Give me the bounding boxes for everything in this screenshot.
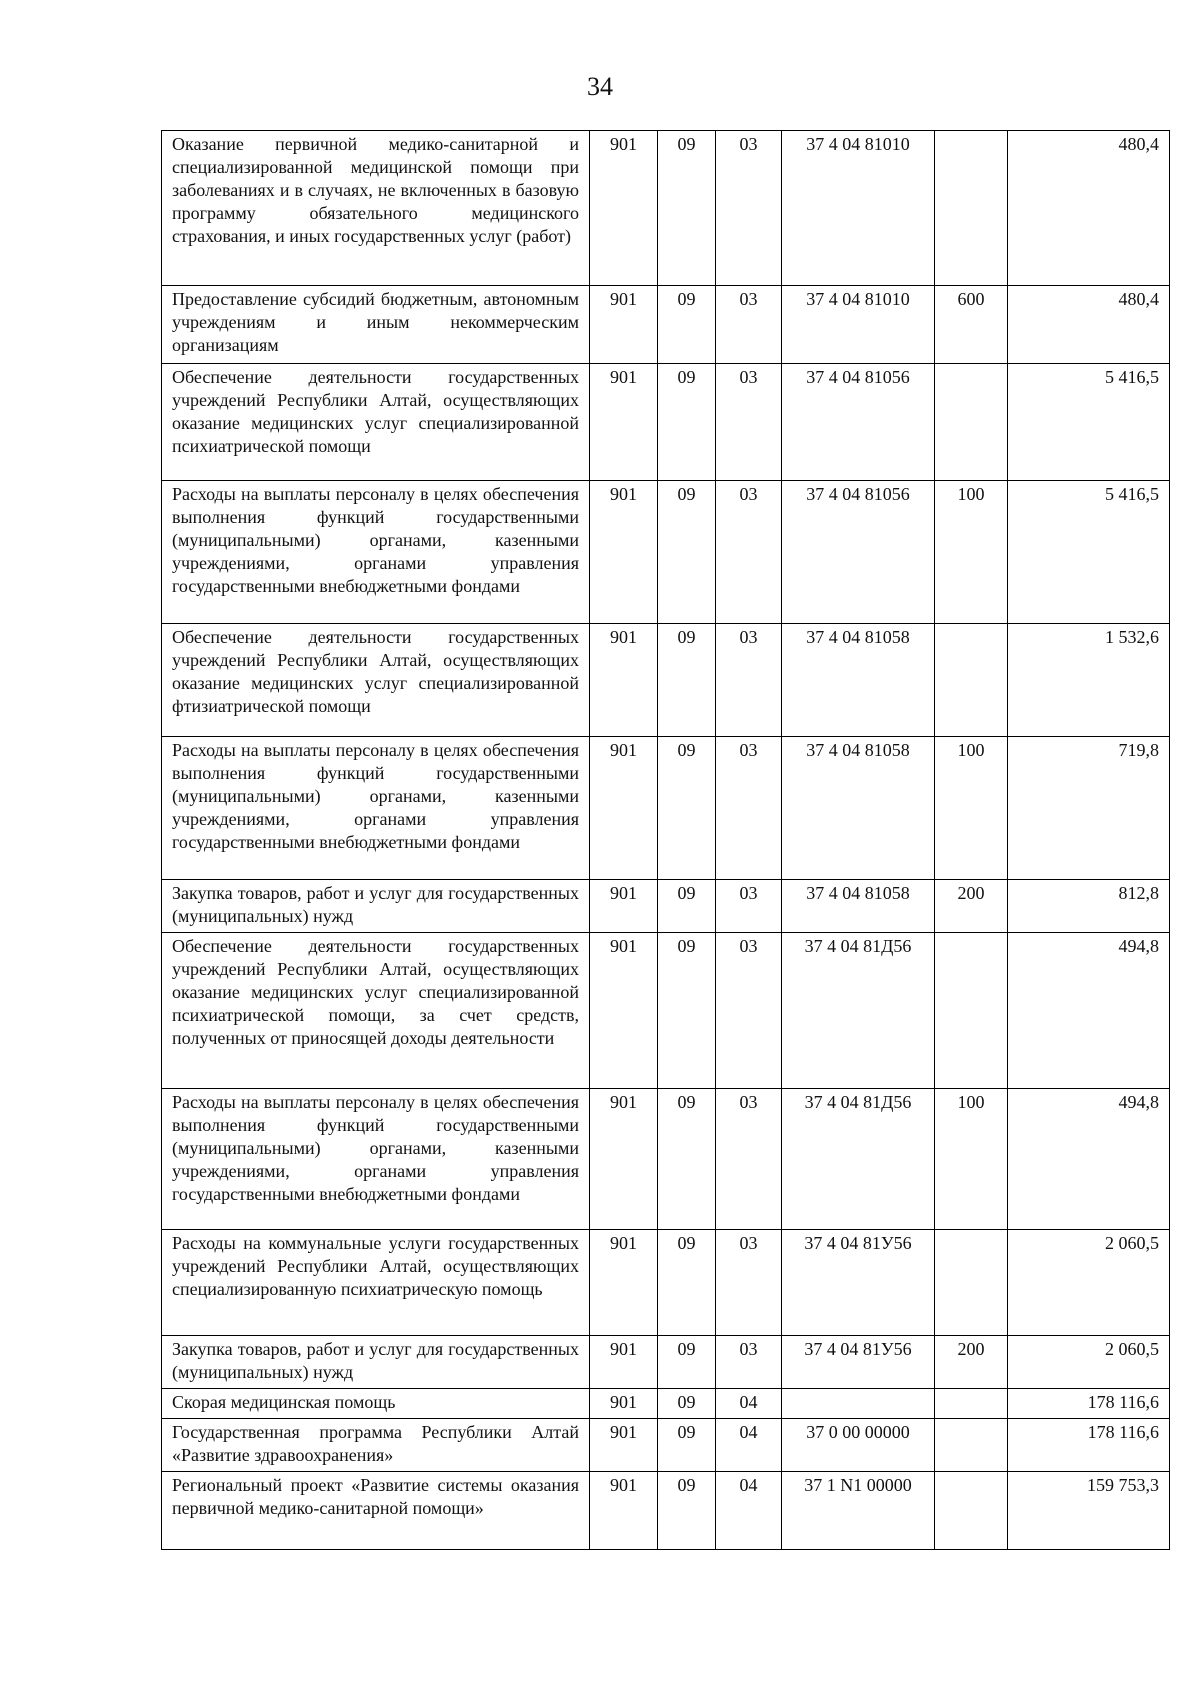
ministry-code: 901: [590, 131, 658, 286]
expense-type-code: 600: [935, 286, 1008, 364]
ministry-code: 901: [590, 737, 658, 880]
expense-type-code: [935, 1472, 1008, 1550]
row-description: Скорая медицинская помощь: [162, 1389, 590, 1419]
expense-type-code: [935, 131, 1008, 286]
row-description: Предоставление субсидий бюджетным, автономным учреждениям и иным некоммерческим организациям: [162, 286, 590, 364]
amount: 494,8: [1008, 933, 1170, 1089]
expense-type-code: [935, 1230, 1008, 1336]
section-code: 09: [658, 364, 716, 481]
row-description: Обеспечение деятельности государственных учреждений Республики Алтай, осуществляющих оказание медицинских услуг специализированной психиатрической помощи, за счет средств, полученных от приносящей доходы деятельности: [162, 933, 590, 1089]
row-description: Расходы на коммунальные услуги государственных учреждений Республики Алтай, осуществляющих специализированную психиатрическую помощь: [162, 1230, 590, 1336]
amount: 719,8: [1008, 737, 1170, 880]
target-article-code: 37 4 04 81058: [782, 624, 935, 737]
table-row: [162, 1089, 1170, 1230]
target-article-code: 37 4 04 81Д56: [782, 933, 935, 1089]
table-row: [162, 880, 1170, 933]
target-article-code: 37 4 04 81056: [782, 481, 935, 624]
ministry-code: 901: [590, 1389, 658, 1419]
ministry-code: 901: [590, 481, 658, 624]
subsection-code: 03: [716, 131, 782, 286]
subsection-code: 03: [716, 880, 782, 933]
budget-table: [161, 130, 1170, 1550]
table-row: [162, 933, 1170, 1089]
target-article-code: 37 0 00 00000: [782, 1419, 935, 1472]
expense-type-code: [935, 624, 1008, 737]
amount: 812,8: [1008, 880, 1170, 933]
table-row: [162, 1389, 1170, 1419]
table-row: [162, 1472, 1170, 1550]
target-article-code: 37 1 N1 00000: [782, 1472, 935, 1550]
table-row: [162, 131, 1170, 286]
ministry-code: 901: [590, 1472, 658, 1550]
row-description: Государственная программа Республики Алтай «Развитие здравоохранения»: [162, 1419, 590, 1472]
section-code: 09: [658, 286, 716, 364]
subsection-code: 04: [716, 1419, 782, 1472]
section-code: 09: [658, 1419, 716, 1472]
section-code: 09: [658, 1336, 716, 1389]
subsection-code: 04: [716, 1472, 782, 1550]
target-article-code: 37 4 04 81У56: [782, 1230, 935, 1336]
ministry-code: 901: [590, 624, 658, 737]
expense-type-code: 100: [935, 481, 1008, 624]
table-row: [162, 481, 1170, 624]
ministry-code: 901: [590, 933, 658, 1089]
amount: 2 060,5: [1008, 1336, 1170, 1389]
ministry-code: 901: [590, 364, 658, 481]
amount: 178 116,6: [1008, 1419, 1170, 1472]
section-code: 09: [658, 1472, 716, 1550]
amount: 480,4: [1008, 286, 1170, 364]
target-article-code: 37 4 04 81010: [782, 286, 935, 364]
subsection-code: 03: [716, 1230, 782, 1336]
target-article-code: 37 4 04 81010: [782, 131, 935, 286]
subsection-code: 03: [716, 1336, 782, 1389]
amount: 5 416,5: [1008, 364, 1170, 481]
row-description: Региональный проект «Развитие системы оказания первичной медико-санитарной помощи»: [162, 1472, 590, 1550]
expense-type-code: [935, 364, 1008, 481]
section-code: 09: [658, 737, 716, 880]
expense-type-code: [935, 1419, 1008, 1472]
section-code: 09: [658, 624, 716, 737]
target-article-code: 37 4 04 81058: [782, 737, 935, 880]
table-row: [162, 286, 1170, 364]
row-description: Оказание первичной медико-санитарной и специализированной медицинской помощи при заболеваниях и в случаях, не включенных в базовую программу обязательного медицинского страхования, и иных государственных услуг (работ): [162, 131, 590, 286]
expense-type-code: 100: [935, 1089, 1008, 1230]
amount: 494,8: [1008, 1089, 1170, 1230]
row-description: Расходы на выплаты персоналу в целях обеспечения выполнения функций государственными (муниципальными) органами, казенными учреждениями, органами управления государственными внебюджетными фондами: [162, 737, 590, 880]
row-description: Закупка товаров, работ и услуг для государственных (муниципальных) нужд: [162, 1336, 590, 1389]
target-article-code: 37 4 04 81У56: [782, 1336, 935, 1389]
row-description: Обеспечение деятельности государственных учреждений Республики Алтай, осуществляющих оказание медицинских услуг специализированной фтизиатрической помощи: [162, 624, 590, 737]
amount: 2 060,5: [1008, 1230, 1170, 1336]
target-article-code: 37 4 04 81Д56: [782, 1089, 935, 1230]
table-row: [162, 737, 1170, 880]
section-code: 09: [658, 1389, 716, 1419]
table-row: [162, 1336, 1170, 1389]
expense-type-code: [935, 1389, 1008, 1419]
amount: 178 116,6: [1008, 1389, 1170, 1419]
section-code: 09: [658, 933, 716, 1089]
section-code: 09: [658, 1089, 716, 1230]
table-row: [162, 364, 1170, 481]
target-article-code: 37 4 04 81058: [782, 880, 935, 933]
expense-type-code: 200: [935, 880, 1008, 933]
table-row: [162, 624, 1170, 737]
expense-type-code: 100: [935, 737, 1008, 880]
subsection-code: 03: [716, 364, 782, 481]
row-description: Обеспечение деятельности государственных учреждений Республики Алтай, осуществляющих оказание медицинских услуг специализированной психиатрической помощи: [162, 364, 590, 481]
subsection-code: 03: [716, 737, 782, 880]
amount: 159 753,3: [1008, 1472, 1170, 1550]
target-article-code: 37 4 04 81056: [782, 364, 935, 481]
subsection-code: 03: [716, 286, 782, 364]
section-code: 09: [658, 880, 716, 933]
section-code: 09: [658, 131, 716, 286]
subsection-code: 03: [716, 1089, 782, 1230]
ministry-code: 901: [590, 1336, 658, 1389]
subsection-code: 04: [716, 1389, 782, 1419]
row-description: Закупка товаров, работ и услуг для государственных (муниципальных) нужд: [162, 880, 590, 933]
expense-type-code: 200: [935, 1336, 1008, 1389]
amount: 480,4: [1008, 131, 1170, 286]
ministry-code: 901: [590, 1230, 658, 1336]
target-article-code: [782, 1389, 935, 1419]
ministry-code: 901: [590, 880, 658, 933]
row-description: Расходы на выплаты персоналу в целях обеспечения выполнения функций государственными (муниципальными) органами, казенными учреждениями, органами управления государственными внебюджетными фондами: [162, 481, 590, 624]
section-code: 09: [658, 1230, 716, 1336]
section-code: 09: [658, 481, 716, 624]
table-row: [162, 1230, 1170, 1336]
expense-type-code: [935, 933, 1008, 1089]
ministry-code: 901: [590, 1419, 658, 1472]
amount: 5 416,5: [1008, 481, 1170, 624]
amount: 1 532,6: [1008, 624, 1170, 737]
page-number: 34: [587, 72, 613, 101]
ministry-code: 901: [590, 1089, 658, 1230]
row-description: Расходы на выплаты персоналу в целях обеспечения выполнения функций государственными (муниципальными) органами, казенными учреждениями, органами управления государственными внебюджетными фондами: [162, 1089, 590, 1230]
subsection-code: 03: [716, 481, 782, 624]
subsection-code: 03: [716, 933, 782, 1089]
table-row: [162, 1419, 1170, 1472]
ministry-code: 901: [590, 286, 658, 364]
subsection-code: 03: [716, 624, 782, 737]
